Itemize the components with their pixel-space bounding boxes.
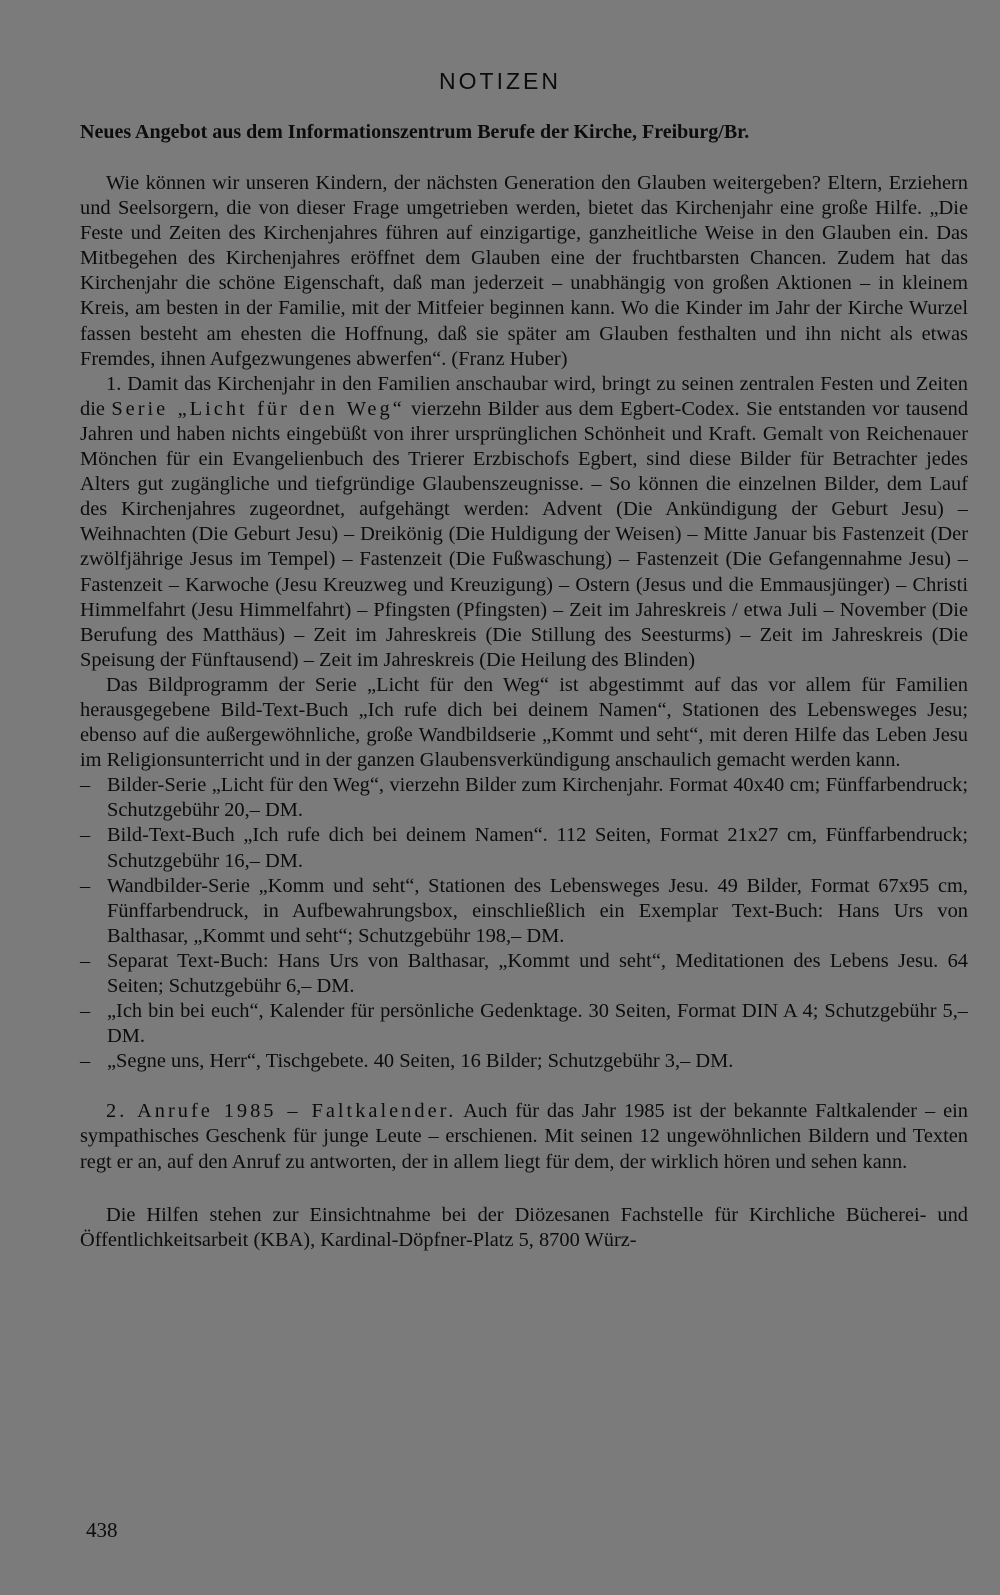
section-1-lead: 1. Damit das Kirchenjahr in den Familien anschaubar wird, bringt zu seinen zentralen Festen und Zeiten die bbox=[80, 372, 968, 420]
section-2-paragraph bbox=[80, 1099, 968, 1174]
list-item bbox=[80, 999, 968, 1049]
section-2-label: 2. Anrufe 1985 – Faltkalender. bbox=[106, 1100, 457, 1123]
series-label: Serie „Licht für den Weg“ bbox=[111, 397, 405, 420]
list-item-text: „Ich bin bei euch“, Kalender für persönliche Gedenktage. 30 Seiten, Format DIN A 4; Schutzgebühr 5,– DM. bbox=[107, 1000, 968, 1048]
spacer bbox=[80, 1074, 968, 1099]
section-1-rest: vierzehn Bilder aus dem Egbert-Codex. Sie entstanden vor tausend Jahren und haben nichts eingebüßt von ihrer ursprünglichen Schönheit und Kraft. Gemalt von Reichenauer Mönchen für ein Evangelienbuch des Trierer Erzbischofs Egbert, sind diese Bilder für Betrachter jedes Alters gut zugängliche und tiefgründige Glaubenszeugnisse. – So können die einzelnen Bilder, dem Lauf des Kirchenjahres zugeordnet, aufgehängt werden: Advent (Die Ankündigung der Geburt Jesu) – Weihnachten (Die Geburt Jesu) – Dreikönig (Die Huldigung der Weisen) – Mitte Januar bis Fastenzeit (Der zwölfjährige Jesus im Tempel) – Fastenzeit (Die Fußwaschung) – Fastenzeit (Die Gefangennahme Jesu) – Fastenzeit – Karwoche (Jesu Kreuzweg und Kreuzigung) – Ostern (Jesus und die Emmausjünger) – Christi Himmelfahrt (Jesu Himmelfahrt) – Pfingsten (Pfingsten) – Zeit im Jahreskreis / etwa Juli – November (Die Berufung des Matthäus) – Zeit im Jahreskreis (Die Stillung des Seesturms) – Zeit im Jahreskreis (Die Speisung der Fünftausend) – Zeit im Jahreskreis (Die Heilung des Blinden) bbox=[80, 397, 969, 671]
list-dash: – bbox=[80, 1000, 91, 1023]
program-paragraph: Das Bildprogramm der Serie „Licht für den Weg“ ist abgestimmt auf das vor allem für Familien herausgegebene Bild-Text-Buch „Ich rufe dich bei deinem Namen“, Stationen des Lebensweges Jesu; ebenso auf die außergewöhnliche, große Wandbildserie „Kommt und seht“, mit deren Hilfe das Leben Jesu im Religionsunterricht und in der ganzen Glaubensverkündigung anschaulich gemacht werden kann. bbox=[80, 673, 968, 772]
spacer bbox=[80, 1175, 968, 1203]
closing-paragraph: Die Hilfen stehen zur Einsichtnahme bei der Diözesanen Fachstelle für Kirchliche Bücherei- und Öffentlichkeitsarbeit (KBA), Kardinal-Döpfner-Platz 5, 8700 Würz- bbox=[80, 1203, 968, 1251]
page-number: 438 bbox=[86, 1518, 118, 1542]
list-item bbox=[80, 949, 968, 999]
list-item-text: Separat Text-Buch: Hans Urs von Balthasar, „Kommt und seht“, Meditationen des Lebens Jesu. 64 Seiten; Schutzgebühr 6,– DM. bbox=[107, 949, 968, 997]
section-1-paragraph bbox=[80, 372, 968, 673]
list-dash: – bbox=[80, 1050, 91, 1073]
list-item-text: Wandbilder-Serie „Komm und seht“, Stationen des Lebensweges Jesu. 49 Bilder, Format 67x95 cm, Fünffarbendruck, in Aufbewahrungsbox, einschließlich ein Exemplar Text-Buch: Hans Urs von Balthasar, „Kommt und seht“; Schutzgebühr 198,– DM. bbox=[107, 874, 968, 947]
article-subtitle: Neues Angebot aus dem Informationszentrum Berufe der Kirche, Freiburg/Br. bbox=[80, 121, 750, 143]
list-item bbox=[80, 874, 968, 949]
page-header: NOTIZEN bbox=[439, 68, 561, 94]
list-item-text: Bild-Text-Buch „Ich rufe dich bei deinem Namen“. 112 Seiten, Format 21x27 cm, Fünffarbendruck; Schutzgebühr 16,– DM. bbox=[107, 824, 968, 872]
list-item bbox=[80, 1049, 968, 1074]
list-item-text: „Segne uns, Herr“, Tischgebete. 40 Seiten, 16 Bilder; Schutzgebühr 3,– DM. bbox=[107, 1050, 734, 1073]
section-2-text: Auch für das Jahr 1985 ist der bekannte Faltkalender – ein sympathisches Geschenk für junge Leute – erschienen. Mit seinen 12 ungewöhnlichen Bildern und Texten regt er an, auf den Anruf zu antworten, der in allem liegt für dem, der wirklich hören und sehen kann. bbox=[80, 1100, 968, 1173]
article-body bbox=[80, 171, 968, 1253]
list-dash: – bbox=[80, 774, 91, 797]
list-item-text: Bilder-Serie „Licht für den Weg“, vierzehn Bilder zum Kirchenjahr. Format 40x40 cm; Fünffarbendruck; Schutzgebühr 20,– DM. bbox=[107, 774, 968, 822]
list-dash: – bbox=[80, 874, 91, 897]
product-list bbox=[80, 773, 968, 1074]
intro-paragraph: Wie können wir unseren Kindern, der nächsten Generation den Glauben weitergeben? Eltern, Erziehern und Seelsorgern, die von dieser Frage umgetrieben werden, bietet das Kirchenjahr eine große Hilfe. „Die Feste und Zeiten des Kirchenjahres führen auf einzigartige, ganzheitliche Weise in den Glauben ein. Das Mitbegehen des Kirchenjahres eröffnet dem Glauben eine der fruchtbarsten Chancen. Zudem hat das Kirchenjahr die schöne Eigenschaft, daß man jederzeit – unabhängig von großen Aktionen – in kleinem Kreis, am besten in der Familie, mit der Mitfeier beginnen kann. Wo die Kinder im Jahr der Kirche Wurzel fassen besteht am ehesten die Hoffnung, daß sie später am Glauben festhalten und ihn nicht als etwas Fremdes, ihnen Aufgezwungenes abwerfen“. (Franz Huber) bbox=[80, 172, 968, 370]
list-item bbox=[80, 823, 968, 873]
list-item bbox=[80, 773, 968, 823]
list-dash: – bbox=[80, 949, 91, 972]
list-dash: – bbox=[80, 824, 91, 847]
